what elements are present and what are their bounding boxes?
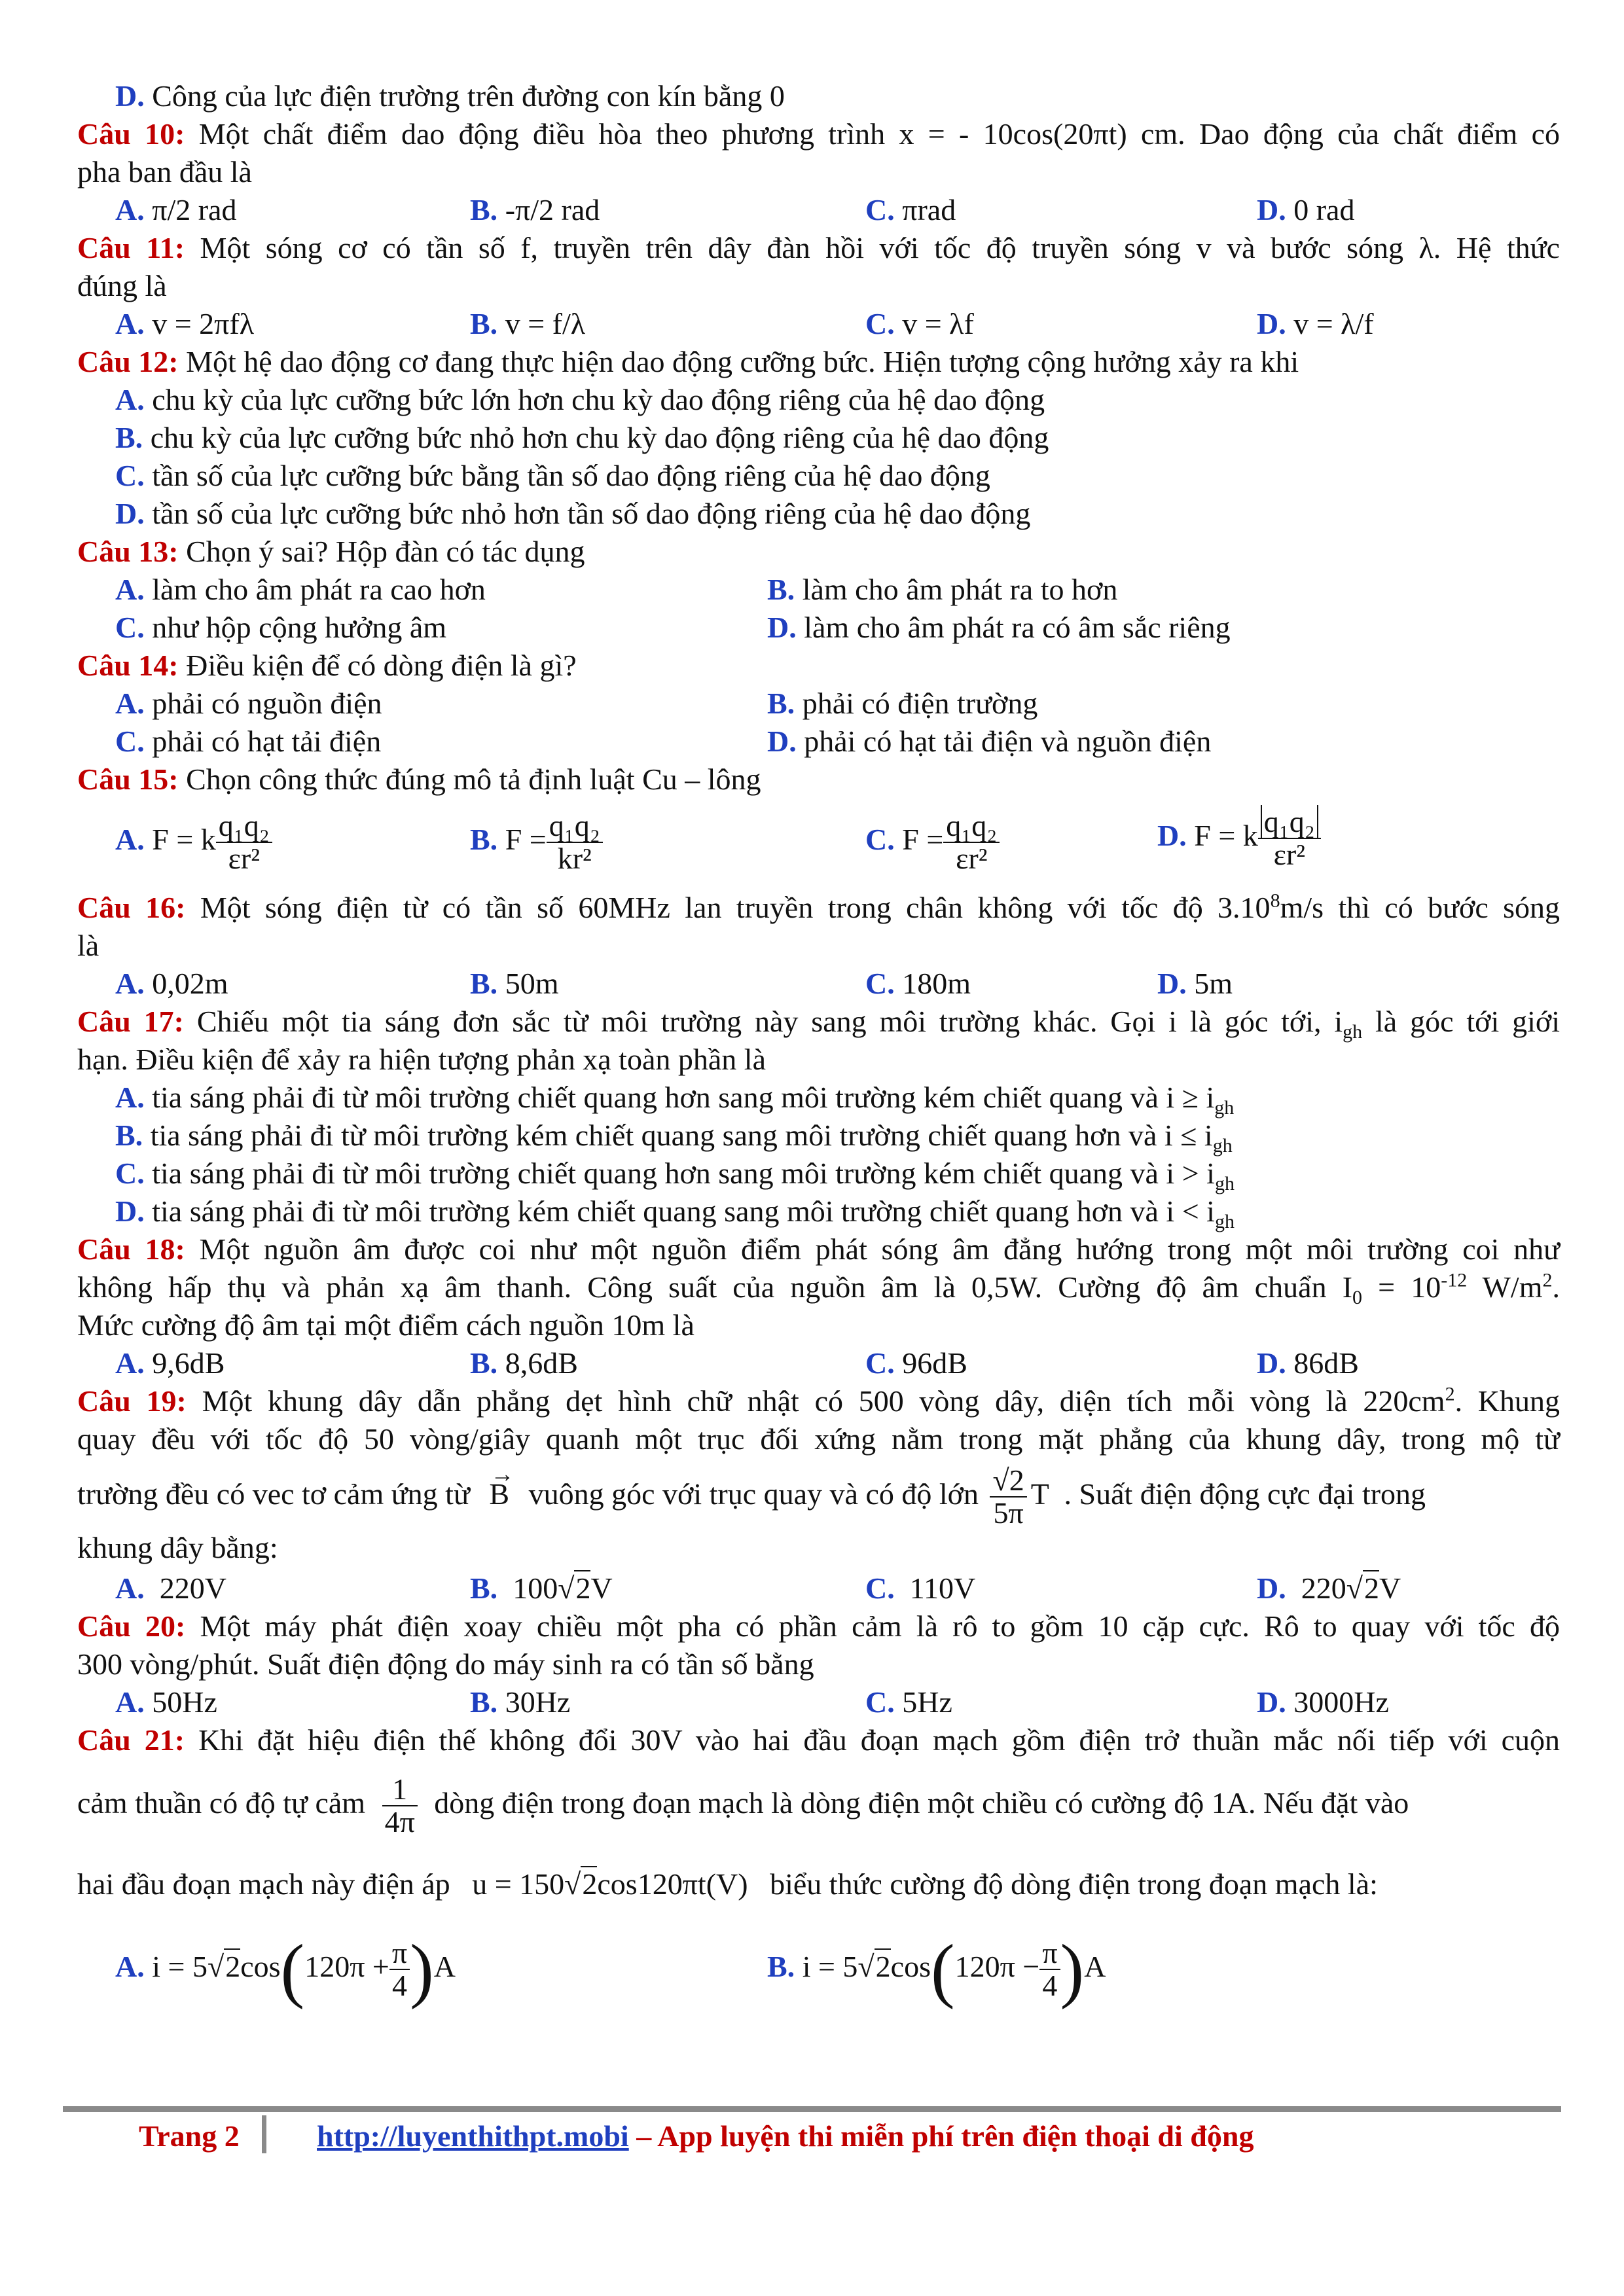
q12-stem: Câu 12: Một hệ dao động cơ đang thực hiện dao động cưỡng bức. Hiện tượng cộng hưởng xảy ra khi bbox=[77, 345, 1299, 378]
q10-option-d: D. 0 rad bbox=[1257, 193, 1355, 226]
q10-stem-line1: Câu 10: Một chất điểm dao động điều hòa theo phương trình x = - 10cos(20πt) cm. Dao động của chất điểm có bbox=[77, 117, 1560, 151]
q14-stem: Câu 14: Điều kiện để có dòng điện là gì? bbox=[77, 649, 577, 682]
q11-option-d: D. v = λ/f bbox=[1257, 307, 1374, 340]
footer-rule bbox=[63, 2106, 1561, 2112]
q20-option-a: A. 50Hz bbox=[115, 1685, 217, 1719]
q16-stem-line2: là bbox=[77, 929, 99, 962]
footer-text: http://luyenthithpt.mobi – App luyện thi miễn phí trên điện thoại di động bbox=[317, 2119, 1254, 2153]
q20-option-c: C. 5Hz bbox=[865, 1685, 952, 1719]
q13-stem: Câu 13: Chọn ý sai? Hộp đàn có tác dụng bbox=[77, 535, 585, 568]
q21-stem-line3: hai đầu đoạn mạch này điện áp u = 150√2cos120πt(V) biểu thức cường độ dòng điện trong đoạn mạch là: bbox=[77, 1867, 1378, 1901]
q13-option-b: B. làm cho âm phát ra to hơn bbox=[767, 573, 1118, 606]
q15-option-a: A. F = k $\frac{\text{q₁q₂}}{\text{εr²}}$ bbox=[115, 810, 272, 875]
q18-stem-line3: Mức cường độ âm tại một điểm cách nguồn 10m là bbox=[77, 1308, 695, 1342]
q16-option-d: D. 5m bbox=[1157, 967, 1233, 1000]
q11-option-c: C. v = λf bbox=[865, 307, 974, 340]
q10-option-c: C. πrad bbox=[865, 193, 956, 226]
q18-option-c: C. 96dB bbox=[865, 1346, 967, 1380]
q14-option-b: B. phải có điện trường bbox=[767, 687, 1038, 720]
q20-option-d: D. 3000Hz bbox=[1257, 1685, 1389, 1719]
q15-stem: Câu 15: Chọn công thức đúng mô tả định luật Cu – lông bbox=[77, 762, 761, 796]
q16-option-a: A. 0,02m bbox=[115, 967, 228, 1000]
q19-option-c: C. 110V bbox=[865, 1571, 976, 1605]
q10-option-a: A. π/2 rad bbox=[115, 193, 237, 226]
q21-option-a: A. i = 5√2cos(120π + $\frac{\pi}{4}$ )A bbox=[115, 1929, 456, 2010]
q11-option-b: B. v = f/λ bbox=[470, 307, 586, 340]
footer-separator bbox=[262, 2115, 266, 2153]
q19-option-d: D. 220√2V bbox=[1257, 1571, 1401, 1605]
q17-option-d: D. tia sáng phải đi từ môi trường kém chiết quang sang môi trường chiết quang hơn và $i < i_{gh}$ bbox=[115, 1194, 1235, 1233]
q15-option-b: B. F = $\frac{\text{q₁q₂}}{\text{kr²}}$ bbox=[470, 810, 603, 875]
q19-stem-line4: khung dây bằng: bbox=[77, 1531, 278, 1564]
q21-stem-line1: Câu 21: Khi đặt hiệu điện thế không đổi 30V vào hai đầu đoạn mạch gồm điện trở thuần mắc nối tiếp với cuộn bbox=[77, 1723, 1561, 1757]
q15-option-c: C. F = $\frac{\text{q₁q₂}}{\text{εr²}}$ bbox=[865, 810, 1000, 875]
q19-option-a: A. 220V bbox=[115, 1571, 226, 1605]
q10-stem-line2: pha ban đầu là bbox=[77, 155, 252, 188]
q18-option-d: D. 86dB bbox=[1257, 1346, 1359, 1380]
q17-stem-line1: Câu 17: Chiếu một tia sáng đơn sắc từ môi trường này sang môi trường khác. Gọi i là góc tới, $i_{gh}$ là góc tới giới bbox=[77, 1005, 1560, 1043]
q17-option-c: C. tia sáng phải đi từ môi trường chiết quang hơn sang môi trường kém chiết quang và $i > i_{gh}$ bbox=[115, 1157, 1235, 1195]
q16-stem-line1: Câu 16: Một sóng điện từ có tần số 60MHz lan truyền trong chân không với tốc độ 3.10$^8$m/s thì có bước sóng bbox=[77, 889, 1561, 924]
q13-option-d: D. làm cho âm phát ra có âm sắc riêng bbox=[767, 611, 1231, 644]
q20-stem-line2: 300 vòng/phút. Suất điện động do máy sinh ra có tần số bằng bbox=[77, 1647, 814, 1681]
q11-option-a: A. v = 2πfλ bbox=[115, 307, 255, 340]
q17-stem-line2: hạn. Điều kiện để xảy ra hiện tượng phản xạ toàn phần là bbox=[77, 1043, 766, 1076]
q18-option-b: B. 8,6dB bbox=[470, 1346, 578, 1380]
q14-option-a: A. phải có nguồn điện bbox=[115, 687, 382, 720]
q12-option-d: D. tần số của lực cưỡng bức nhỏ hơn tần số dao động riêng của hệ dao động bbox=[115, 497, 1031, 530]
q18-stem-line1: Câu 18: Một nguồn âm được coi như một nguồn điểm phát sóng âm đẳng hướng trong một môi trường coi như bbox=[77, 1232, 1561, 1266]
footer-page-number: Trang 2 bbox=[139, 2119, 240, 2153]
q21-option-b: B. i = 5√2cos(120π − $\frac{\pi}{4}$ )A bbox=[767, 1929, 1106, 2010]
q16-option-c: C. 180m bbox=[865, 967, 971, 1000]
q19-stem-line1: Câu 19: Một khung dây dẫn phẳng dẹt hình chữ nhật có 500 vòng dây, diện tích mỗi vòng là $220cm^2$. Khung bbox=[77, 1383, 1561, 1418]
q18-option-a: A. 9,6dB bbox=[115, 1346, 225, 1380]
q19-option-b: B. 100√2V bbox=[470, 1571, 613, 1605]
q17-option-a: A. tia sáng phải đi từ môi trường chiết quang hơn sang môi trường kém chiết quang và $i \ge i_{gh}$ bbox=[115, 1081, 1235, 1119]
q13-option-c: C. như hộp cộng hưởng âm bbox=[115, 611, 447, 644]
q12-option-b: B. chu kỳ của lực cưỡng bức nhỏ hơn chu kỳ dao động riêng của hệ dao động bbox=[115, 421, 1049, 454]
q19-stem-line3: trường đều có vec tơ cảm ứng từ → B vuông góc với trục quay và có độ lớn $\frac{√2}{5\pi}$ T . Suất điện động cực đại trong bbox=[77, 1460, 1426, 1530]
q9-option-d: D. Công của lực điện trường trên đường con kín bằng 0 bbox=[115, 79, 785, 113]
q14-option-d: D. phải có hạt tải điện và nguồn điện bbox=[767, 725, 1212, 758]
q11-stem-line2: đúng là bbox=[77, 269, 167, 302]
q14-option-c: C. phải có hạt tải điện bbox=[115, 725, 382, 758]
q21-stem-line2: cảm thuần có độ tự cảm $\frac{1}{4\pi}$ dòng điện trong đoạn mạch là dòng điện một chiều có cường độ 1A. Nếu đặt vào bbox=[77, 1772, 1409, 1839]
q10-option-b: B. -π/2 rad bbox=[470, 193, 600, 226]
q20-option-b: B. 30Hz bbox=[470, 1685, 571, 1719]
q19-stem-line2: quay đều với tốc độ 50 vòng/giây quanh một trục đối xứng nằm trong mặt phẳng của khung dây, trong mộ từ bbox=[77, 1422, 1560, 1456]
q15-option-d: D. F = k $\frac{\text{q₁q₂}}{\text{εr²}}$ bbox=[1157, 806, 1321, 871]
q20-stem-line1: Câu 20: Một máy phát điện xoay chiều một pha có phần cảm là rô to gồm 10 cặp cực. Rô to quay với tốc độ bbox=[77, 1609, 1561, 1643]
footer-link[interactable]: http://luyenthithpt.mobi bbox=[317, 2119, 629, 2153]
q13-option-a: A. làm cho âm phát ra cao hơn bbox=[115, 573, 486, 606]
q16-option-b: B. 50m bbox=[470, 967, 559, 1000]
q12-option-c: C. tần số của lực cưỡng bức bằng tần số dao động riêng của hệ dao động bbox=[115, 459, 990, 492]
q12-option-a: A. chu kỳ của lực cưỡng bức lớn hơn chu kỳ dao động riêng của hệ dao động bbox=[115, 383, 1045, 416]
q11-stem-line1: Câu 11: Một sóng cơ có tần số f, truyền trên dây đàn hồi với tốc độ truyền sóng v và bước sóng λ. Hệ thức bbox=[77, 231, 1561, 264]
q17-option-b: B. tia sáng phải đi từ môi trường kém chiết quang sang môi trường chiết quang hơn và $i \le i_{gh}$ bbox=[115, 1119, 1233, 1157]
q18-stem-line2: không hấp thụ và phản xạ âm thanh. Công suất của nguồn âm là 0,5W. Cường độ âm chuẩn $I_0 = 10^{-12}$ $W/m^2$. bbox=[77, 1269, 1560, 1309]
